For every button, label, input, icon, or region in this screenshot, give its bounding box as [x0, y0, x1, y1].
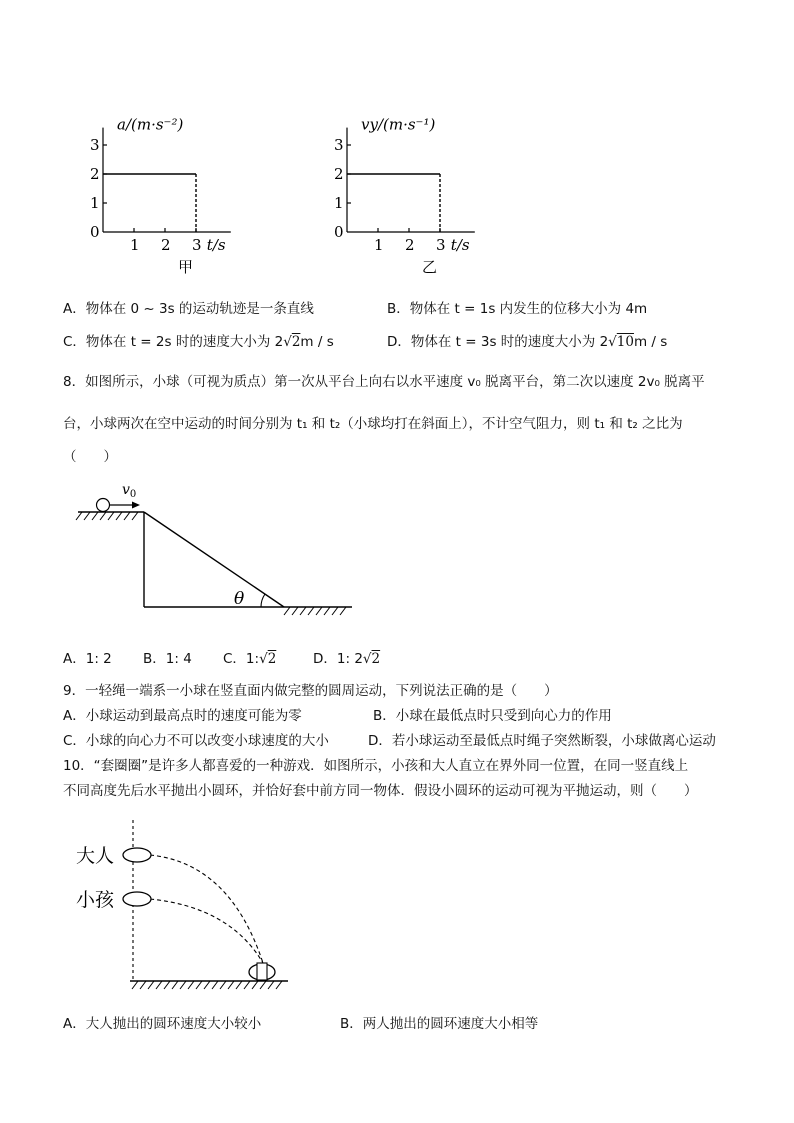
x-axis-label: t/s — [206, 236, 226, 254]
ring-toss-figure — [70, 815, 300, 995]
x-tick-label: 2 — [405, 236, 415, 254]
q8-option-d-text: D．1: 2 — [313, 651, 363, 667]
chart-acceleration — [86, 100, 286, 280]
velocity-arrow — [132, 502, 140, 509]
y-tick-label: 2 — [334, 165, 344, 183]
q10-stem-line1: 10．“套圈圈”是许多人都喜爱的一种游戏．如图所示，小孩和大人直立在界外同一位置，在同一竖直线上 — [63, 758, 689, 774]
label-theta: θ — [234, 589, 245, 609]
q9-option-d: D．若小球运动至最低点时绳子突然断裂，小球做离心运动 — [368, 733, 716, 749]
y-tick-label: 2 — [90, 165, 100, 183]
x-tick-label: 3 — [192, 236, 202, 254]
x-tick-label: 1 — [130, 236, 140, 254]
ball — [97, 499, 110, 512]
y-tick-label: 0 — [90, 223, 100, 241]
y-tick-label: 1 — [334, 194, 344, 212]
child-ring — [123, 892, 151, 906]
x-tick-label: 1 — [374, 236, 384, 254]
q8-option-b: B．1: 4 — [143, 651, 192, 667]
q8-option-c: C．1:√2 — [223, 651, 277, 667]
chart-vertical-velocity — [330, 100, 530, 280]
q7-option-a: A．物体在 0 ~ 3s 的运动轨迹是一条直线 — [63, 301, 314, 317]
q10-option-b: B．两人抛出的圆环速度大小相等 — [340, 1016, 539, 1032]
q8-option-c-text: C．1: — [223, 651, 260, 667]
q9-option-c: C．小球的向心力不可以改变小球速度的大小 — [63, 733, 329, 749]
label-child: 小孩 — [76, 889, 115, 911]
y-axis-label: vy/(m·s⁻¹) — [361, 115, 436, 134]
y-axis-label: a/(m·s⁻²) — [117, 115, 184, 134]
label-adult: 大人 — [76, 845, 115, 867]
q7-option-d-unit: m / s — [633, 334, 668, 350]
incline-figure — [74, 478, 359, 623]
x-axis-label: t/s — [450, 236, 470, 254]
q8-option-d-radicand: 2 — [371, 651, 381, 667]
y-tick-label: 1 — [90, 194, 100, 212]
q10-stem-line2: 不同高度先后水平抛出小圆环，并恰好套中前方同一物体．假设小圆环的运动可视为平抛运动，则（ ） — [63, 783, 698, 799]
q7-option-d-radicand: 10 — [616, 334, 634, 350]
x-tick-label: 3 — [436, 236, 446, 254]
q7-option-d-text: D．物体在 t = 3s 时的速度大小为 2 — [387, 334, 609, 350]
q7-option-d: D．物体在 t = 3s 时的速度大小为 2√10m / s — [387, 334, 668, 350]
q9-stem: 9．一轻绳一端系一小球在竖直面内做完整的圆周运动，下列说法正确的是（ ） — [63, 683, 558, 699]
y-tick-label: 3 — [90, 136, 100, 154]
q8-stem-line1: 8．如图所示，小球（可视为质点）第一次从平台上向右以水平速度 v₀ 脱离平台，第二次以速度 2v₀ 脱离平 — [63, 374, 705, 390]
q7-option-c-unit: m / s — [300, 334, 334, 350]
q8-option-a: A．1: 2 — [63, 651, 112, 667]
label-v0: $v_0$ — [122, 482, 137, 500]
x-tick-label: 2 — [161, 236, 171, 254]
chart-title: 甲 — [178, 258, 194, 276]
q7-option-c: C．物体在 t = 2s 时的速度大小为 2√2m / s — [63, 334, 334, 350]
q7-option-c-text: C．物体在 t = 2s 时的速度大小为 2 — [63, 334, 284, 350]
target-object — [257, 963, 267, 980]
q8-answer-bracket: （ ） — [63, 449, 117, 465]
y-tick-label: 3 — [334, 136, 344, 154]
q10-option-a: A．大人抛出的圆环速度大小较小 — [63, 1016, 262, 1032]
q8-stem-line2: 台，小球两次在空中运动的时间分别为 t₁ 和 t₂（小球均打在斜面上），不计空气阻力，则 t₁ 和 t₂ 之比为 — [63, 416, 683, 432]
q8-option-d: D．1: 2√2 — [313, 651, 381, 667]
adult-ring — [123, 848, 151, 862]
q7-option-c-radicand: 2 — [291, 334, 301, 350]
q8-option-c-radicand: 2 — [267, 651, 277, 667]
q9-option-a: A．小球运动到最高点时的速度可能为零 — [63, 708, 302, 724]
q7-option-b: B．物体在 t = 1s 内发生的位移大小为 4m — [387, 301, 648, 317]
chart-title: 乙 — [422, 258, 438, 276]
y-tick-label: 0 — [334, 223, 344, 241]
q9-option-b: B．小球在最低点时只受到向心力的作用 — [373, 708, 612, 724]
